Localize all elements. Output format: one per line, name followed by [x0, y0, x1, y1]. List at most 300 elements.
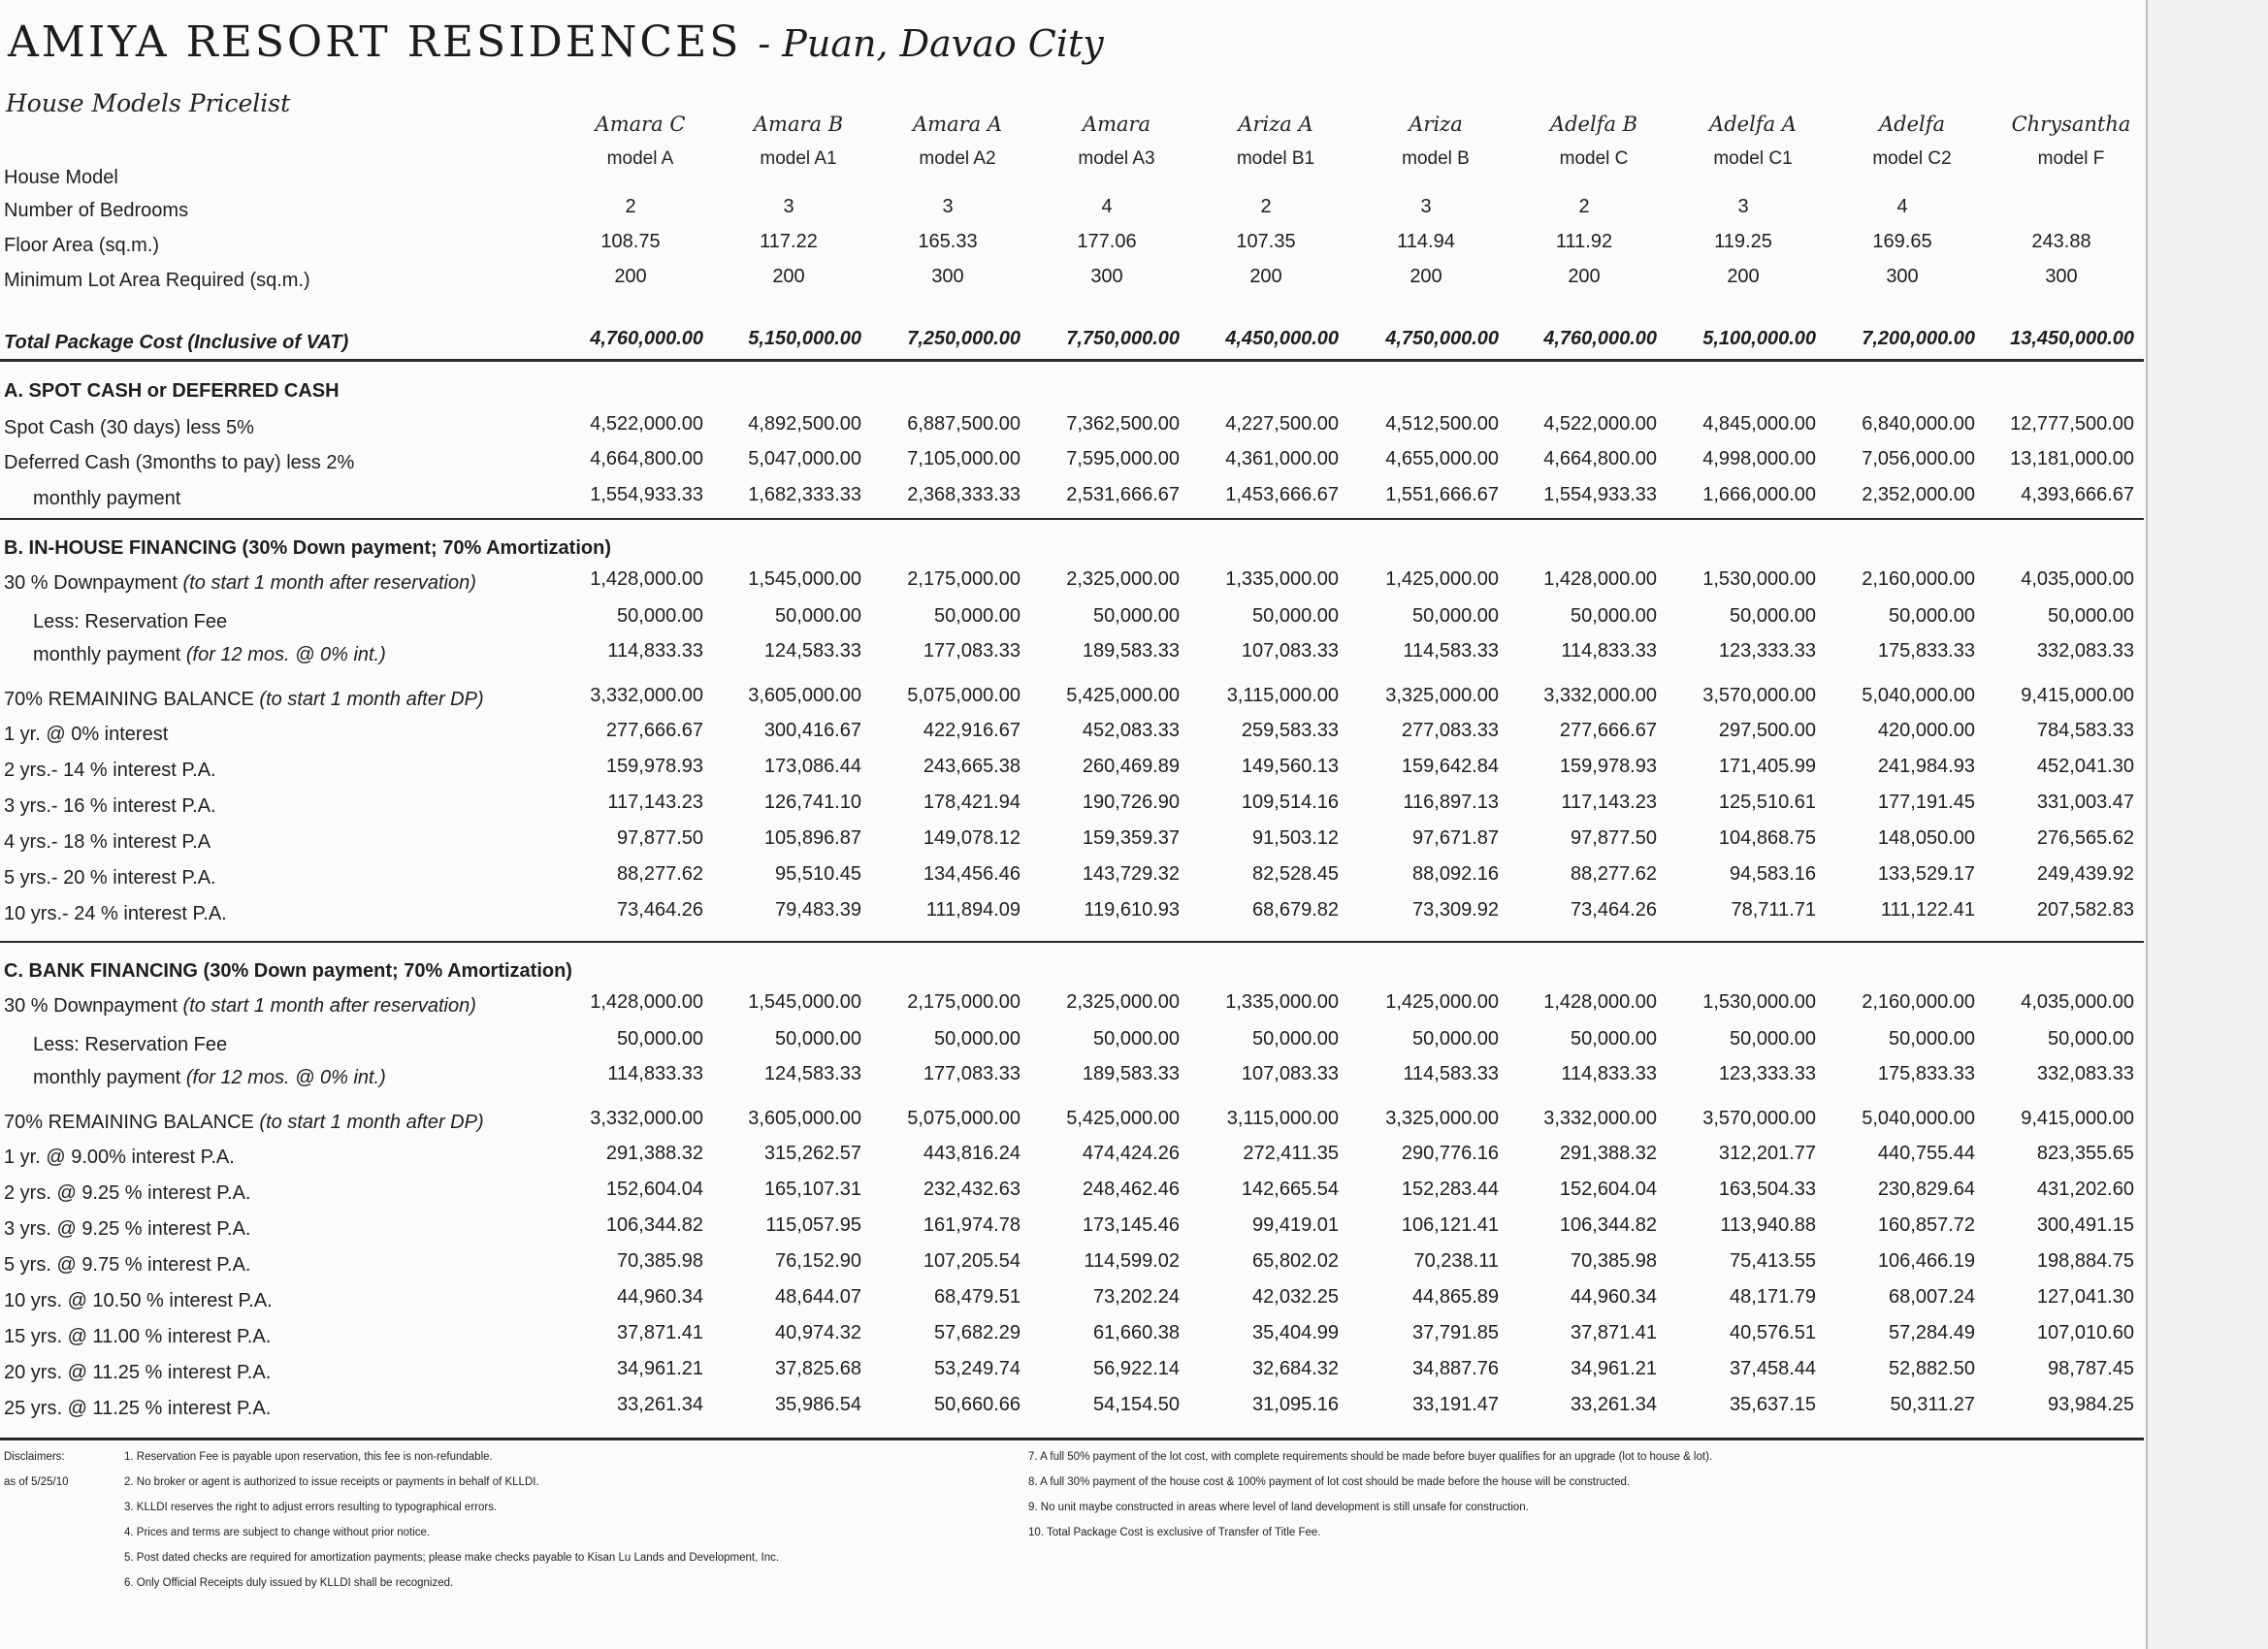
row-label-text: C. BANK FINANCING (30% Down payment; 70% Amortization): [4, 960, 572, 982]
table-cell: 33,261.34: [1571, 1394, 1657, 1415]
table-cell: 2: [1578, 196, 1590, 217]
section-a-heading: [4, 380, 340, 403]
value-row: [0, 413, 2146, 444]
table-cell: 127,041.30: [2036, 1286, 2134, 1308]
table-cell: 70,385.98: [617, 1250, 703, 1272]
table-cell: 114,583.33: [1403, 640, 1499, 662]
table-cell: 50,000.00: [1412, 1028, 1499, 1050]
model-name: Amara: [1082, 113, 1151, 136]
table-cell: 48,644.07: [775, 1286, 861, 1308]
table-cell: 3,325,000.00: [1385, 685, 1499, 706]
table-cell: 823,355.65: [2036, 1143, 2134, 1164]
page-edge: [2146, 0, 2268, 1649]
table-cell: 50,000.00: [1571, 605, 1657, 627]
table-cell: 4,664,800.00: [1543, 448, 1657, 469]
row-label-note: (to start 1 month after reservation): [182, 572, 476, 594]
table-cell: 300: [1090, 266, 1123, 287]
table-cell: 7,200,000.00: [1862, 328, 1975, 349]
table-cell: 50,000.00: [934, 605, 1021, 627]
table-cell: 111.92: [1555, 231, 1613, 252]
table-cell: 291,388.32: [1559, 1143, 1657, 1164]
table-cell: 1,554,933.33: [590, 484, 703, 505]
value-row: [0, 756, 2146, 787]
table-cell: 34,887.76: [1412, 1358, 1499, 1379]
table-cell: 332,083.33: [2036, 1063, 2134, 1084]
table-cell: 107,010.60: [2036, 1322, 2134, 1343]
table-cell: 117.22: [760, 231, 818, 252]
table-cell: 111,122.41: [1880, 899, 1975, 921]
table-cell: 125,510.61: [1718, 792, 1816, 813]
table-cell: 5,040,000.00: [1862, 1108, 1975, 1129]
row-label-text: 5 yrs. @ 9.75 % interest P.A.: [4, 1254, 251, 1276]
table-cell: 35,986.54: [775, 1394, 861, 1415]
column-header: [1680, 107, 1826, 177]
table-cell: 4: [1101, 196, 1113, 217]
row-label-text: 10 yrs.- 24 % interest P.A.: [4, 903, 227, 924]
table-cell: 177,083.33: [923, 1063, 1021, 1084]
disclaimer-note: 4. Prices and terms are subject to change without prior notice.: [124, 1527, 431, 1538]
table-cell: 3: [1737, 196, 1749, 217]
table-cell: 3: [1420, 196, 1432, 217]
table-cell: 163,504.33: [1718, 1179, 1816, 1200]
model-code: model C2: [1872, 148, 1952, 169]
table-cell: 165,107.31: [763, 1179, 861, 1200]
table-cell: 142,665.54: [1241, 1179, 1339, 1200]
table-cell: 4,035,000.00: [2021, 568, 2134, 590]
table-cell: 148,050.00: [1877, 827, 1975, 849]
table-cell: 50,000.00: [617, 605, 703, 627]
table-cell: 50,000.00: [1730, 1028, 1816, 1050]
table-cell: 33,191.47: [1412, 1394, 1499, 1415]
column-header: [567, 107, 713, 177]
table-cell: 5,075,000.00: [907, 685, 1021, 706]
table-cell: 175,833.33: [1877, 640, 1975, 662]
table-cell: 277,666.67: [605, 720, 703, 741]
model-code: model A3: [1078, 148, 1155, 169]
table-cell: 37,458.44: [1730, 1358, 1816, 1379]
table-cell: 114,833.33: [607, 640, 703, 662]
disclaimer-note: 10. Total Package Cost is exclusive of Transfer of Title Fee.: [1028, 1527, 1321, 1538]
table-cell: 123,333.33: [1718, 1063, 1816, 1084]
model-name: Adelfa A: [1709, 113, 1797, 136]
table-cell: 200: [1568, 266, 1601, 287]
table-cell: 52,882.50: [1889, 1358, 1975, 1379]
table-cell: 290,776.16: [1401, 1143, 1499, 1164]
table-cell: 4,892,500.00: [748, 413, 861, 435]
table-cell: 115,057.95: [765, 1214, 861, 1236]
table-cell: 200: [772, 266, 805, 287]
table-cell: 4,522,000.00: [590, 413, 703, 435]
table-cell: 2,325,000.00: [1066, 568, 1180, 590]
table-cell: 431,202.60: [2036, 1179, 2134, 1200]
table-cell: 189,583.33: [1082, 1063, 1180, 1084]
table-cell: 40,974.32: [775, 1322, 861, 1343]
column-header: [1998, 107, 2144, 177]
table-cell: 4,760,000.00: [1543, 328, 1657, 349]
table-cell: 73,202.24: [1093, 1286, 1180, 1308]
table-cell: 44,960.34: [1571, 1286, 1657, 1308]
row-label-text: 3 yrs.- 16 % interest P.A.: [4, 795, 216, 817]
table-cell: 2: [1260, 196, 1272, 217]
section_c-heading: [4, 960, 572, 983]
value-row: [0, 484, 2146, 515]
table-cell: 1,666,000.00: [1702, 484, 1816, 505]
value-row: [0, 1358, 2146, 1389]
table-cell: 126,741.10: [763, 792, 861, 813]
table-cell: 198,884.75: [2036, 1250, 2134, 1272]
table-cell: 13,181,000.00: [2010, 448, 2134, 469]
table-cell: 5,100,000.00: [1702, 328, 1816, 349]
divider: [0, 941, 2144, 943]
table-cell: 33,261.34: [617, 1394, 703, 1415]
row-label-text: 20 yrs. @ 11.25 % interest P.A.: [4, 1362, 272, 1383]
table-cell: 171,405.99: [1718, 756, 1816, 777]
model-code: model F: [2037, 148, 2105, 169]
row-label-text: Spot Cash (30 days) less 5%: [4, 417, 254, 438]
table-cell: 474,424.26: [1082, 1143, 1180, 1164]
table-cell: 2,175,000.00: [907, 568, 1021, 590]
table-cell: 94,583.16: [1730, 863, 1816, 885]
table-cell: 107,205.54: [923, 1250, 1021, 1272]
table-cell: 79,483.39: [775, 899, 861, 921]
table-cell: 35,637.15: [1730, 1394, 1816, 1415]
table-cell: 5,150,000.00: [748, 328, 861, 349]
table-cell: 57,682.29: [934, 1322, 1021, 1343]
model-name: Amara A: [913, 113, 1002, 136]
table-cell: 173,086.44: [763, 756, 861, 777]
table-cell: 107,083.33: [1241, 640, 1339, 662]
table-cell: 277,083.33: [1401, 720, 1499, 741]
model-name: Amara B: [753, 113, 844, 136]
table-cell: 332,083.33: [2036, 640, 2134, 662]
row-label-text: Less: Reservation Fee: [33, 1034, 228, 1055]
model-code: model B1: [1236, 148, 1315, 169]
table-cell: 1,428,000.00: [590, 991, 703, 1013]
row-label-text: 70% REMAINING BALANCE: [4, 1112, 254, 1133]
model-code: model C: [1559, 148, 1629, 169]
model-name: Ariza A: [1238, 113, 1313, 136]
column-header: [1363, 107, 1508, 177]
disclaimer-note: 1. Reservation Fee is payable upon reservation, this fee is non-refundable.: [124, 1451, 493, 1463]
disclaimer-note: 2. No broker or agent is authorized to issue receipts or payments in behalf of KLLDI.: [124, 1476, 539, 1488]
row-label-text: 2 yrs.- 14 % interest P.A.: [4, 760, 216, 781]
table-cell: 3,570,000.00: [1702, 1108, 1816, 1129]
table-cell: 4,998,000.00: [1702, 448, 1816, 469]
table-cell: 133,529.17: [1877, 863, 1975, 885]
row-label-text: Deferred Cash (3months to pay) less 2%: [4, 452, 355, 473]
value-row: [0, 899, 2146, 930]
table-cell: 1,530,000.00: [1702, 568, 1816, 590]
table-cell: 56,922.14: [1093, 1358, 1180, 1379]
value-row: [0, 640, 2146, 671]
table-cell: 315,262.57: [763, 1143, 861, 1164]
divider: [0, 518, 2144, 520]
table-cell: 143,729.32: [1082, 863, 1180, 885]
table-cell: 4,227,500.00: [1225, 413, 1339, 435]
table-cell: 106,121.41: [1401, 1214, 1499, 1236]
table-cell: 331,003.47: [2036, 792, 2134, 813]
table-cell: 297,500.00: [1718, 720, 1816, 741]
table-cell: 1,545,000.00: [748, 991, 861, 1013]
table-cell: 114,833.33: [1561, 640, 1657, 662]
as-of-date: as of 5/25/10: [4, 1476, 69, 1488]
table-cell: 114.94: [1397, 231, 1455, 252]
row-label-text: A. SPOT CASH or DEFERRED CASH: [4, 380, 340, 402]
row-label-text: Floor Area (sq.m.): [4, 235, 160, 256]
table-cell: 173,145.46: [1082, 1214, 1180, 1236]
value-row: [0, 685, 2146, 716]
table-cell: 88,277.62: [1571, 863, 1657, 885]
table-cell: 300: [931, 266, 964, 287]
table-cell: 784,583.33: [2036, 720, 2134, 741]
value-row: [0, 1322, 2146, 1353]
table-cell: 3: [942, 196, 954, 217]
table-cell: 3,325,000.00: [1385, 1108, 1499, 1129]
disclaimer-note: 6. Only Official Receipts duly issued by KLLDI shall be recognized.: [124, 1577, 454, 1589]
table-cell: 160,857.72: [1877, 1214, 1975, 1236]
table-cell: 37,825.68: [775, 1358, 861, 1379]
table-cell: 159,642.84: [1401, 756, 1499, 777]
value-row: [0, 1394, 2146, 1425]
table-cell: 232,432.63: [923, 1179, 1021, 1200]
table-cell: 50,000.00: [1252, 1028, 1339, 1050]
value-row: [0, 720, 2146, 751]
row-label-text: monthly payment: [33, 1067, 181, 1088]
table-cell: 5,425,000.00: [1066, 685, 1180, 706]
table-cell: 4,450,000.00: [1225, 328, 1339, 349]
table-cell: 50,000.00: [775, 1028, 861, 1050]
table-cell: 200: [1409, 266, 1442, 287]
column-header: [1044, 107, 1189, 177]
table-cell: 4,760,000.00: [590, 328, 703, 349]
table-cell: 3,332,000.00: [590, 1108, 703, 1129]
table-cell: 149,560.13: [1241, 756, 1339, 777]
row-label-text: Minimum Lot Area Required (sq.m.): [4, 270, 310, 291]
table-cell: 420,000.00: [1877, 720, 1975, 741]
table-cell: 1,335,000.00: [1225, 568, 1339, 590]
table-cell: 276,565.62: [2036, 827, 2134, 849]
table-cell: 4,750,000.00: [1385, 328, 1499, 349]
table-cell: 440,755.44: [1877, 1143, 1975, 1164]
table-cell: 3: [783, 196, 794, 217]
row-label-text: Total Package Cost (Inclusive of VAT): [4, 332, 349, 353]
table-cell: 300: [2045, 266, 2078, 287]
table-cell: 82,528.45: [1252, 863, 1339, 885]
table-cell: 7,250,000.00: [907, 328, 1021, 349]
document-title: [8, 17, 1104, 67]
table-cell: 98,787.45: [2048, 1358, 2134, 1379]
table-cell: 3,332,000.00: [590, 685, 703, 706]
table-cell: 7,056,000.00: [1862, 448, 1975, 469]
table-cell: 53,249.74: [934, 1358, 1021, 1379]
value-row: [0, 792, 2146, 823]
value-row: [0, 328, 2146, 359]
value-row: [0, 605, 2146, 636]
table-cell: 5,425,000.00: [1066, 1108, 1180, 1129]
title-location: - Puan, Davao City: [758, 22, 1104, 65]
table-cell: 109,514.16: [1241, 792, 1339, 813]
table-cell: 113,940.88: [1720, 1214, 1816, 1236]
table-cell: 272,411.35: [1243, 1143, 1339, 1164]
column-header: [1521, 107, 1667, 177]
table-cell: 54,154.50: [1093, 1394, 1180, 1415]
model-name: Chrysantha: [2011, 113, 2131, 136]
table-cell: 34,961.21: [617, 1358, 703, 1379]
table-cell: 119,610.93: [1084, 899, 1180, 921]
table-cell: 70,238.11: [1413, 1250, 1499, 1272]
table-cell: 5,040,000.00: [1862, 685, 1975, 706]
table-cell: 106,344.82: [605, 1214, 703, 1236]
table-cell: 300: [1886, 266, 1919, 287]
table-cell: 152,604.04: [605, 1179, 703, 1200]
table-cell: 34,961.21: [1571, 1358, 1657, 1379]
table-cell: 3,570,000.00: [1702, 685, 1816, 706]
table-cell: 13,450,000.00: [2010, 328, 2134, 349]
table-cell: 5,075,000.00: [907, 1108, 1021, 1129]
table-cell: 50,000.00: [1730, 605, 1816, 627]
table-cell: 73,464.26: [617, 899, 703, 921]
table-cell: 107,083.33: [1241, 1063, 1339, 1084]
table-cell: 159,359.37: [1082, 827, 1180, 849]
table-cell: 105,896.87: [763, 827, 861, 849]
value-row: [0, 266, 2146, 297]
table-cell: 7,750,000.00: [1066, 328, 1180, 349]
value-row: [0, 196, 2146, 227]
table-cell: 2,325,000.00: [1066, 991, 1180, 1013]
table-cell: 114,583.33: [1403, 1063, 1499, 1084]
model-code: model A1: [760, 148, 837, 169]
disclaimer-note: 5. Post dated checks are required for amortization payments; please make checks payable to Kisan Lu Lands and Development, Inc.: [124, 1552, 780, 1564]
model-code: model A2: [919, 148, 996, 169]
table-cell: 291,388.32: [605, 1143, 703, 1164]
value-row: [0, 1108, 2146, 1139]
table-cell: 152,604.04: [1559, 1179, 1657, 1200]
row-label-note: (to start 1 month after reservation): [182, 995, 476, 1017]
table-cell: 50,000.00: [2048, 1028, 2134, 1050]
table-cell: 99,419.01: [1252, 1214, 1339, 1236]
table-cell: 50,000.00: [775, 605, 861, 627]
table-cell: 169.65: [1872, 231, 1932, 252]
table-cell: 50,000.00: [934, 1028, 1021, 1050]
row-label-note: (for 12 mos. @ 0% int.): [185, 1067, 386, 1088]
table-cell: 2,531,666.67: [1066, 484, 1180, 505]
row-label-note: (to start 1 month after DP): [259, 689, 484, 710]
table-cell: 243.88: [2031, 231, 2091, 252]
table-cell: 3,115,000.00: [1226, 1108, 1339, 1129]
table-cell: 50,000.00: [1889, 605, 1975, 627]
model-name: Adelfa B: [1549, 113, 1638, 136]
table-cell: 9,415,000.00: [2021, 685, 2134, 706]
table-cell: 95,510.45: [775, 863, 861, 885]
row-label-text: 15 yrs. @ 11.00 % interest P.A.: [4, 1326, 272, 1347]
divider: [0, 359, 2144, 362]
table-cell: 5,047,000.00: [748, 448, 861, 469]
value-row: [0, 1143, 2146, 1174]
table-cell: 97,877.50: [1571, 827, 1657, 849]
table-cell: 6,840,000.00: [1862, 413, 1975, 435]
table-cell: 9,415,000.00: [2021, 1108, 2134, 1129]
table-cell: 1,428,000.00: [590, 568, 703, 590]
table-cell: 4,522,000.00: [1543, 413, 1657, 435]
table-cell: 161,974.78: [923, 1214, 1021, 1236]
house-model-label: [4, 167, 118, 189]
row-label-text: 30 % Downpayment: [4, 572, 178, 594]
value-row: [0, 991, 2146, 1022]
table-cell: 50,000.00: [1093, 1028, 1180, 1050]
table-cell: 300,491.15: [2036, 1214, 2134, 1236]
row-label-text: Less: Reservation Fee: [33, 611, 228, 632]
table-cell: 123,333.33: [1718, 640, 1816, 662]
table-cell: 114,599.02: [1084, 1250, 1180, 1272]
table-cell: 42,032.25: [1252, 1286, 1339, 1308]
table-cell: 93,984.25: [2048, 1394, 2134, 1415]
column-header: [726, 107, 871, 177]
table-cell: 97,671.87: [1412, 827, 1499, 849]
table-cell: 1,453,666.67: [1225, 484, 1339, 505]
table-cell: 7,105,000.00: [907, 448, 1021, 469]
table-cell: 117,143.23: [1561, 792, 1657, 813]
column-header: [1839, 107, 1985, 177]
row-label-text: 10 yrs. @ 10.50 % interest P.A.: [4, 1290, 273, 1311]
table-cell: 116,897.13: [1403, 792, 1499, 813]
table-cell: 88,092.16: [1412, 863, 1499, 885]
row-label-text: 4 yrs.- 18 % interest P.A: [4, 831, 211, 853]
row-label-text: 5 yrs.- 20 % interest P.A.: [4, 867, 216, 889]
table-cell: 50,000.00: [2048, 605, 2134, 627]
table-cell: 3,332,000.00: [1543, 1108, 1657, 1129]
row-label-text: 25 yrs. @ 11.25 % interest P.A.: [4, 1398, 272, 1419]
table-cell: 50,660.66: [934, 1394, 1021, 1415]
model-name: Amara C: [595, 113, 686, 136]
table-cell: 40,576.51: [1730, 1322, 1816, 1343]
table-cell: 114,833.33: [1561, 1063, 1657, 1084]
table-cell: 106,344.82: [1559, 1214, 1657, 1236]
section_b-heading: [4, 537, 611, 560]
value-row: [0, 448, 2146, 479]
table-cell: 1,545,000.00: [748, 568, 861, 590]
row-label-text: 1 yr. @ 0% interest: [4, 724, 169, 745]
title-main: AMIYA RESORT RESIDENCES: [8, 17, 742, 67]
table-cell: 159,978.93: [605, 756, 703, 777]
table-cell: 177.06: [1077, 231, 1137, 252]
table-cell: 106,466.19: [1877, 1250, 1975, 1272]
table-cell: 200: [1727, 266, 1760, 287]
table-cell: 76,152.90: [775, 1250, 861, 1272]
table-cell: 57,284.49: [1889, 1322, 1975, 1343]
row-label-text: monthly payment: [33, 488, 181, 509]
row-label-text: 70% REMAINING BALANCE: [4, 689, 254, 710]
table-cell: 4,845,000.00: [1702, 413, 1816, 435]
model-code: model A: [606, 148, 674, 169]
table-cell: 1,551,666.67: [1385, 484, 1499, 505]
table-cell: 422,916.67: [923, 720, 1021, 741]
table-cell: 97,877.50: [617, 827, 703, 849]
table-cell: 50,000.00: [1252, 605, 1339, 627]
model-name: Adelfa: [1878, 113, 1946, 136]
row-label-text: monthly payment: [33, 644, 181, 665]
row-label-note: (to start 1 month after DP): [259, 1112, 484, 1133]
table-cell: 35,404.99: [1252, 1322, 1339, 1343]
table-cell: 1,428,000.00: [1543, 568, 1657, 590]
table-cell: 178,421.94: [923, 792, 1021, 813]
table-cell: 152,283.44: [1401, 1179, 1499, 1200]
row-label-note: (for 12 mos. @ 0% int.): [185, 644, 386, 665]
value-row: [0, 231, 2146, 262]
table-cell: 2: [625, 196, 636, 217]
table-cell: 114,833.33: [607, 1063, 703, 1084]
table-cell: 260,469.89: [1082, 756, 1180, 777]
table-cell: 44,865.89: [1412, 1286, 1499, 1308]
